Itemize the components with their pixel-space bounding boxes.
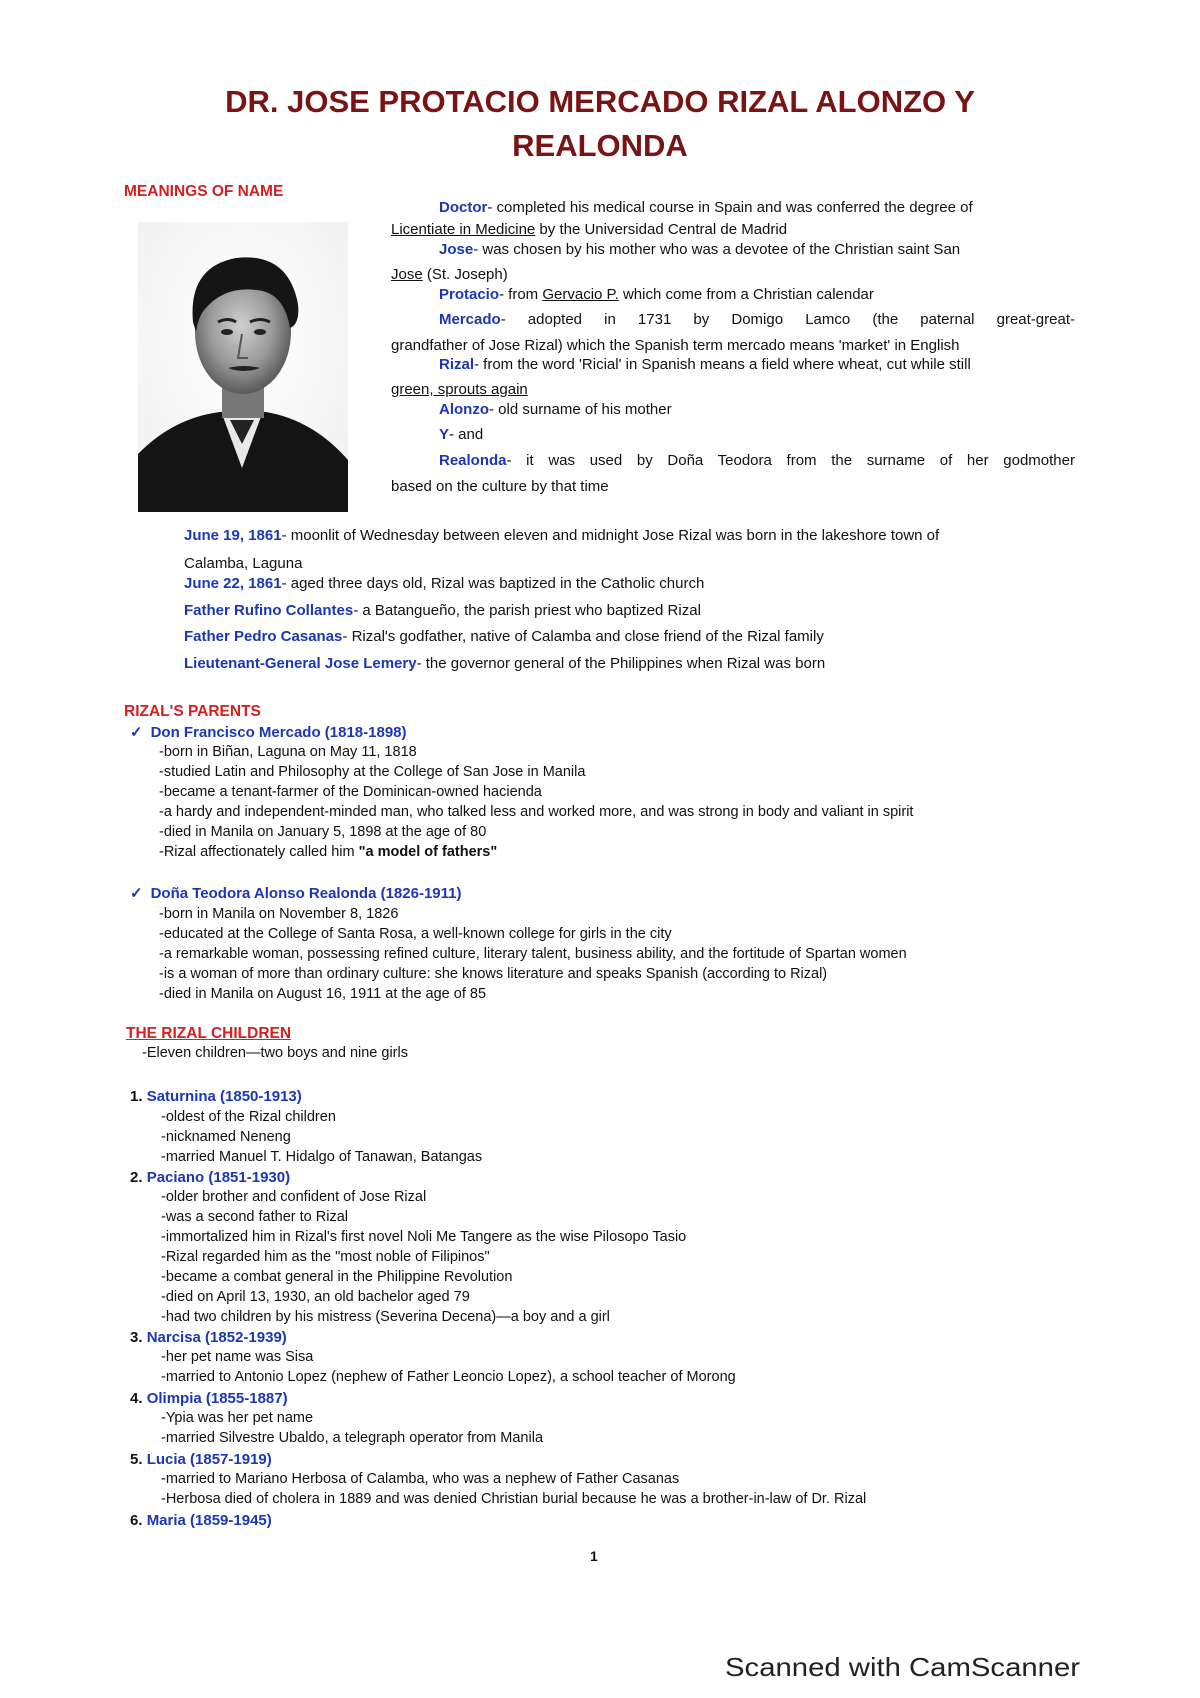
meaning-alonzo: Alonzo- old surname of his mother: [439, 401, 672, 418]
child-detail: -married Silvestre Ubaldo, a telegraph operator from Manila: [161, 1430, 544, 1446]
meaning-realonda-cont: based on the culture by that time: [391, 478, 609, 495]
father-detail: -a hardy and independent-minded man, who talked less and worked more, and was strong in body and valiant in spirit: [159, 804, 914, 820]
meaning-doctor-cont: Licentiate in Medicine by the Universidad Central de Madrid: [391, 221, 788, 238]
father-detail: -Rizal affectionately called him "a model of fathers": [159, 844, 498, 860]
child-detail: -had two children by his mistress (Severina Decena)—a boy and a girl: [161, 1309, 610, 1325]
father-detail: -born in Biñan, Laguna on May 11, 1818: [159, 744, 417, 760]
child-heading: 3. Narcisa (1852-1939): [130, 1329, 287, 1346]
child-heading: 4. Olimpia (1855-1887): [130, 1390, 288, 1407]
child-heading: 5. Lucia (1857-1919): [130, 1451, 272, 1468]
child-detail: -died on April 13, 1930, an old bachelor aged 79: [161, 1289, 470, 1305]
checkmark-icon: ✓: [130, 724, 143, 741]
child-detail: -married to Antonio Lopez (nephew of Father Leoncio Lopez), a school teacher of Morong: [161, 1369, 736, 1385]
child-detail: -nicknamed Neneng: [161, 1129, 291, 1145]
mother-detail: -born in Manila on November 8, 1826: [159, 906, 399, 922]
fact-line: June 19, 1861- moonlit of Wednesday between eleven and midnight Jose Rizal was born in the lakeshore town of: [184, 527, 940, 544]
fact-line: June 22, 1861- aged three days old, Rizal was baptized in the Catholic church: [184, 575, 705, 592]
meaning-rizal: Rizal- from the word 'Ricial' in Spanish means a field where wheat, cut while still: [439, 356, 971, 373]
meaning-jose-cont: Jose (St. Joseph): [391, 266, 508, 283]
child-detail: -Herbosa died of cholera in 1889 and was denied Christian burial because he was a brother-in-law of Dr. Rizal: [161, 1491, 867, 1507]
mother-name: ✓ Doña Teodora Alonso Realonda (1826-1911): [130, 885, 462, 902]
child-detail: -oldest of the Rizal children: [161, 1109, 336, 1125]
fact-line: Calamba, Laguna: [184, 555, 303, 572]
fact-line: Father Rufino Collantes- a Batangueño, the parish priest who baptized Rizal: [184, 602, 701, 619]
child-detail: -Rizal regarded him as the "most noble of Filipinos": [161, 1249, 490, 1265]
section-heading-meanings: MEANINGS OF NAME: [124, 183, 284, 200]
child-detail: -married to Mariano Herbosa of Calamba, who was a nephew of Father Casanas: [161, 1471, 680, 1487]
mother-detail: -is a woman of more than ordinary culture: she knows literature and speaks Spanish (according to Rizal): [159, 966, 828, 982]
child-detail: -became a combat general in the Philippine Revolution: [161, 1269, 513, 1285]
children-summary: -Eleven children—two boys and nine girls: [142, 1045, 408, 1061]
meaning-mercado: Mercado- adopted in 1731 by Domigo Lamco (the paternal great-great-: [439, 311, 1075, 328]
child-detail: -immortalized him in Rizal's first novel Noli Me Tangere as the wise Pilosopo Tasio: [161, 1229, 687, 1245]
mother-detail: -died in Manila on August 16, 1911 at the age of 85: [159, 986, 487, 1002]
meaning-protacio: Protacio- from Gervacio P. which come from a Christian calendar: [439, 286, 874, 303]
rizal-portrait: [138, 222, 348, 512]
page-number: 1: [590, 1548, 598, 1564]
child-heading: 2. Paciano (1851-1930): [130, 1169, 291, 1186]
mother-detail: -a remarkable woman, possessing refined culture, literary talent, business ability, and the fortitude of Spartan women: [159, 946, 907, 962]
child-detail: -older brother and confident of Jose Rizal: [161, 1189, 427, 1205]
father-detail: -died in Manila on January 5, 1898 at the age of 80: [159, 824, 487, 840]
meaning-mercado-cont: grandfather of Jose Rizal) which the Spanish term mercado means 'market' in English: [391, 337, 960, 354]
child-heading: 6. Maria (1859-1945): [130, 1512, 272, 1529]
section-heading-children: THE RIZAL CHILDREN: [126, 1025, 292, 1042]
meaning-jose: Jose- was chosen by his mother who was a devotee of the Christian saint San: [439, 241, 961, 258]
child-heading: 1. Saturnina (1850-1913): [130, 1088, 302, 1105]
meaning-rizal-cont: green, sprouts again: [391, 381, 528, 398]
father-detail: -became a tenant-farmer of the Dominican-owned hacienda: [159, 784, 542, 800]
child-detail: -her pet name was Sisa: [161, 1349, 314, 1365]
fact-line: Father Pedro Casanas- Rizal's godfather, native of Calamba and close friend of the Rizal family: [184, 628, 824, 645]
page-title: DR. JOSE PROTACIO MERCADO RIZAL ALONZO Y REALONDA: [225, 84, 975, 163]
child-detail: -Ypia was her pet name: [161, 1410, 314, 1426]
child-detail: -was a second father to Rizal: [161, 1209, 348, 1225]
meaning-y: Y- and: [439, 426, 484, 443]
section-heading-parents: RIZAL'S PARENTS: [124, 703, 261, 720]
fact-line: Lieutenant-General Jose Lemery- the governor general of the Philippines when Rizal was born: [184, 655, 826, 672]
father-name: ✓ Don Francisco Mercado (1818-1898): [130, 724, 407, 741]
mother-detail: -educated at the College of Santa Rosa, a well-known college for girls in the city: [159, 926, 672, 942]
child-detail: -married Manuel T. Hidalgo of Tanawan, Batangas: [161, 1149, 483, 1165]
checkmark-icon: ✓: [130, 885, 143, 902]
watermark-text: Scanned with CamScanner: [725, 1652, 1081, 1682]
camscanner-watermark: [725, 1648, 1085, 1686]
meaning-realonda: Realonda- it was used by Doña Teodora from the surname of her godmother: [439, 452, 1075, 469]
father-detail: -studied Latin and Philosophy at the College of San Jose in Manila: [159, 764, 586, 780]
meaning-doctor: Doctor- completed his medical course in Spain and was conferred the degree of: [439, 199, 973, 216]
